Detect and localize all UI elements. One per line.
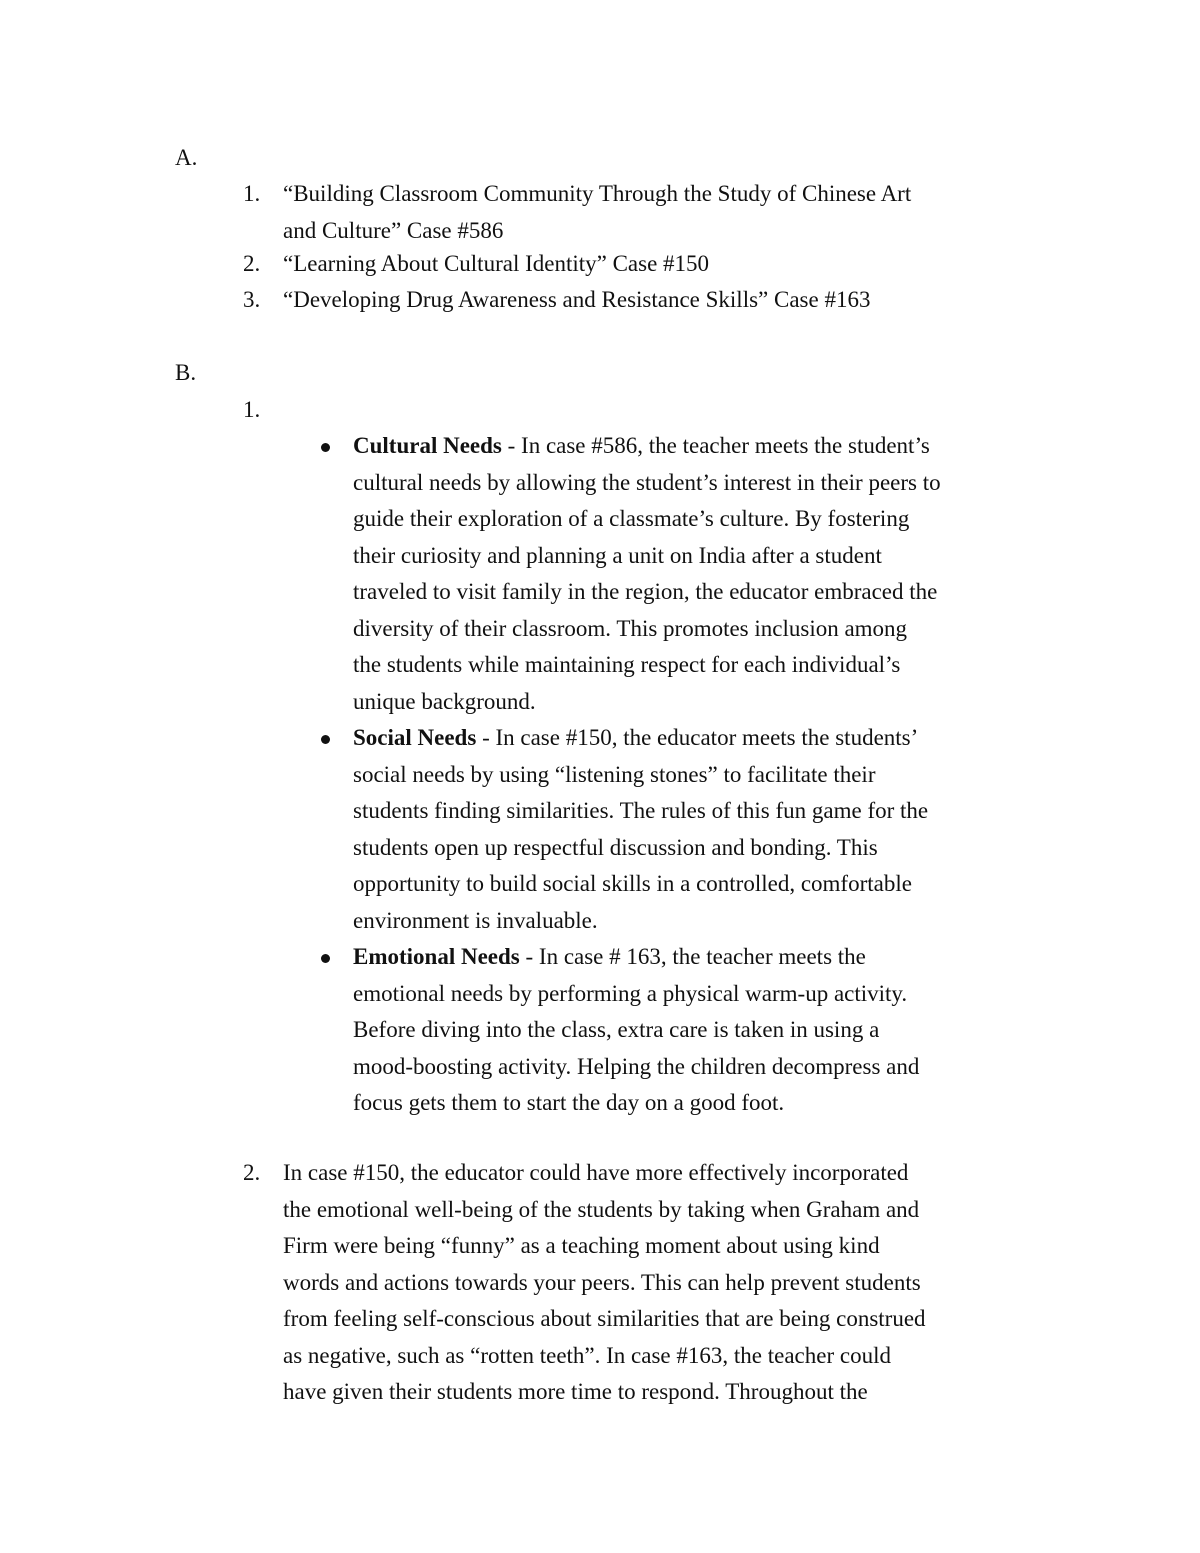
text-line: environment is invaluable. — [353, 907, 598, 933]
bullet-item-cultural-needs — [353, 428, 941, 720]
bullet-icon — [321, 735, 330, 744]
text-line — [353, 720, 928, 757]
list-item-text — [283, 282, 870, 319]
text-line: Before diving into the class, extra care is taken in using a — [353, 1017, 880, 1042]
text-line: emotional needs by performing a physical warm-up activity. — [353, 980, 908, 1006]
list-number: 2. — [243, 1160, 261, 1185]
text-line: their curiosity and planning a unit on India after a student — [353, 542, 882, 568]
list-number: 3. — [243, 287, 261, 312]
bullet-heading: Social Needs — [353, 725, 477, 750]
text-line: the students while maintaining respect for each individual’s — [353, 652, 901, 677]
text-line: “Building Classroom Community Through the Study of Chinese Art — [283, 181, 912, 206]
text-line: as negative, such as “rotten teeth”. In case #163, the teacher could — [283, 1342, 891, 1368]
bullet-icon — [321, 443, 330, 452]
list-item-text — [283, 246, 709, 283]
list-number: 2. — [243, 251, 261, 276]
bullet-item-social-needs — [353, 720, 928, 939]
text-line: and Culture” Case #586 — [283, 217, 504, 243]
bullet-text: - In case #586, the teacher meets the student’s — [501, 433, 930, 458]
text-line: students finding similarities. The rules of this fun game for the — [353, 798, 929, 823]
list-item-text — [283, 176, 911, 249]
list-number: 1. — [243, 397, 261, 422]
text-line: from feeling self-conscious about similarities that are being construed — [283, 1306, 926, 1331]
text-line: “Developing Drug Awareness and Resistance Skills” Case #163 — [283, 287, 871, 312]
text-line: unique background. — [353, 688, 536, 714]
text-line: the emotional well-being of the students by taking when Graham and — [283, 1196, 920, 1222]
text-line — [353, 939, 919, 976]
text-line: social needs by using “listening stones” to facilitate their — [353, 761, 876, 787]
text-line: opportunity to build social skills in a controlled, comfortable — [353, 871, 912, 896]
text-line: cultural needs by allowing the student’s interest in their peers to — [353, 469, 941, 495]
text-line: “Learning About Cultural Identity” Case #150 — [283, 251, 710, 276]
bullet-text: - In case #150, the educator meets the students’ — [476, 725, 919, 750]
text-line: Firm were being “funny” as a teaching moment about using kind — [283, 1233, 880, 1258]
list-number: 1. — [243, 181, 261, 206]
text-line: guide their exploration of a classmate’s culture. By fostering — [353, 506, 910, 531]
text-line: words and actions towards your peers. This can help prevent students — [283, 1269, 921, 1295]
list-item-text — [283, 1155, 926, 1411]
text-line: traveled to visit family in the region, the educator embraced the — [353, 579, 938, 604]
bullet-heading: Cultural Needs — [353, 433, 502, 458]
bullet-text: - In case # 163, the teacher meets the — [519, 944, 866, 969]
text-line: students open up respectful discussion and bonding. This — [353, 834, 878, 860]
bullet-heading: Emotional Needs — [353, 944, 520, 969]
section-b-label: B. — [175, 360, 197, 385]
text-line: mood-boosting activity. Helping the children decompress and — [353, 1053, 920, 1079]
text-line: In case #150, the educator could have more effectively incorporated — [283, 1160, 909, 1185]
text-line — [353, 428, 941, 465]
bullet-item-emotional-needs — [353, 939, 919, 1122]
text-line: have given their students more time to respond. Throughout the — [283, 1379, 868, 1404]
section-a-label: A. — [175, 145, 198, 170]
text-line: diversity of their classroom. This promotes inclusion among — [353, 615, 908, 641]
bullet-icon — [321, 954, 330, 963]
text-line: focus gets them to start the day on a good foot. — [353, 1090, 785, 1115]
